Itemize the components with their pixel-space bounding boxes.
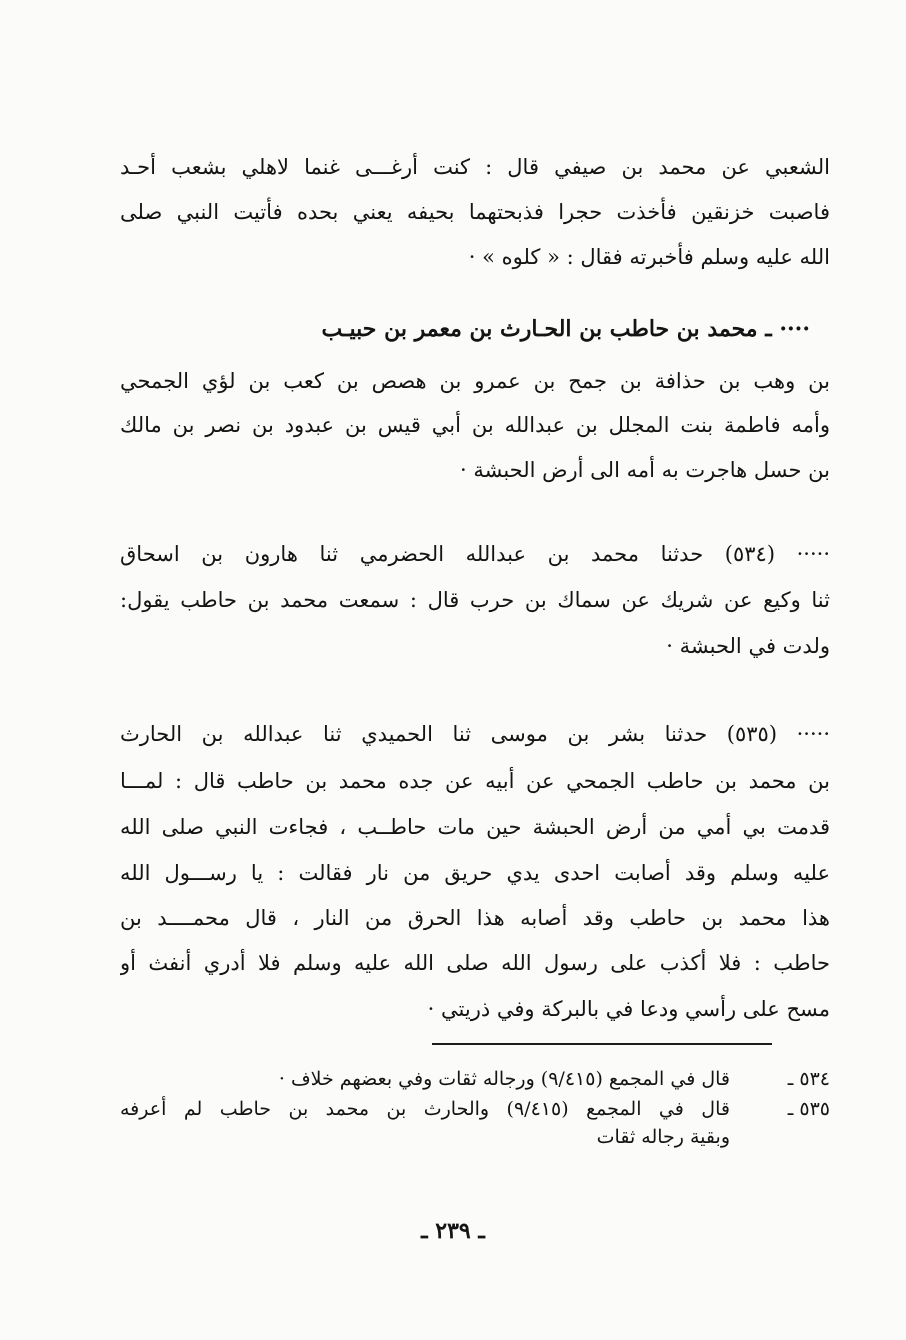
footnote-text-continued: وبقية رجاله ثقات (596, 1126, 730, 1148)
section-heading: ···· ـ محمد بن حاطب بن الحـارث بن معمر بن حبيـب (321, 316, 810, 342)
body-line: مسح على رأسي ودعا في بالبركة وفي ذريتي · (427, 997, 830, 1021)
footnote-text: قال في المجمع (٩/٤١٥) والحارث بن محمد بن حاطب لم أعرفه (120, 1098, 730, 1120)
footnote-text: قال في المجمع (٩/٤١٥) ورجاله ثقات وفي بعضهم خلاف · (278, 1068, 730, 1090)
body-line: عليه وسلم وقد أصابت احدى يدي حريق من نار فقالت : يا رســـول الله (120, 861, 830, 885)
body-line: ثنا وكيع عن شريك عن سماك بن حرب قال : سمعت محمد بن حاطب يقول: (120, 588, 830, 612)
body-line: حاطب : فلا أكذب على رسول الله صلى الله عليه وسلم فلا أدري أنفث أو (120, 951, 830, 975)
body-line: قدمت بي أمي من أرض الحبشة حين مات حاطــب ، فجاءت النبي صلى الله (120, 815, 830, 839)
body-line: هذا محمد بن حاطب وقد أصابه هذا الحرق من النار ، قال محمــــد بن (120, 906, 830, 930)
body-line: الشعبي عن محمد بن صيفي قال : كنت أرغـــى غنما لاهلي بشعب أحـد (120, 155, 830, 179)
body-line: ····· (٥٣٤) حدثنا محمد بن عبدالله الحضرمي ثنا هارون بن اسحاق (120, 542, 830, 566)
footnote-rule (432, 1043, 772, 1045)
body-line: بن وهب بن حذافة بن جمح بن عمرو بن هصص بن كعب بن لؤي الجمحي (120, 369, 830, 393)
body-line: ولدت في الحبشة · (666, 634, 830, 658)
body-line: ····· (٥٣٥) حدثنا بشر بن موسى ثنا الحميدي ثنا عبدالله بن الحارث (120, 722, 830, 746)
footnote-number: ٥٣٥ ـ (787, 1098, 830, 1120)
body-line: فاصبت خزنقين فأخذت حجرا فذبحتهما بحيفه يعني بحده فأتيت النبي صلى (120, 200, 830, 224)
body-line: بن محمد بن حاطب الجمحي عن أبيه عن جده محمد بن حاطب قال : لمـــا (120, 769, 830, 793)
page-number: ـ ٢٣٩ ـ (421, 1218, 485, 1244)
body-line: الله عليه وسلم فأخبرته فقال : « كلوه » · (468, 245, 830, 269)
footnote-number: ٥٣٤ ـ (787, 1068, 830, 1090)
body-line: وأمه فاطمة بنت المجلل بن عبدالله بن أبي قيس بن عبدود بن نصر بن مالك (120, 413, 830, 437)
body-line: بن حسل هاجرت به أمه الى أرض الحبشة · (459, 458, 830, 482)
